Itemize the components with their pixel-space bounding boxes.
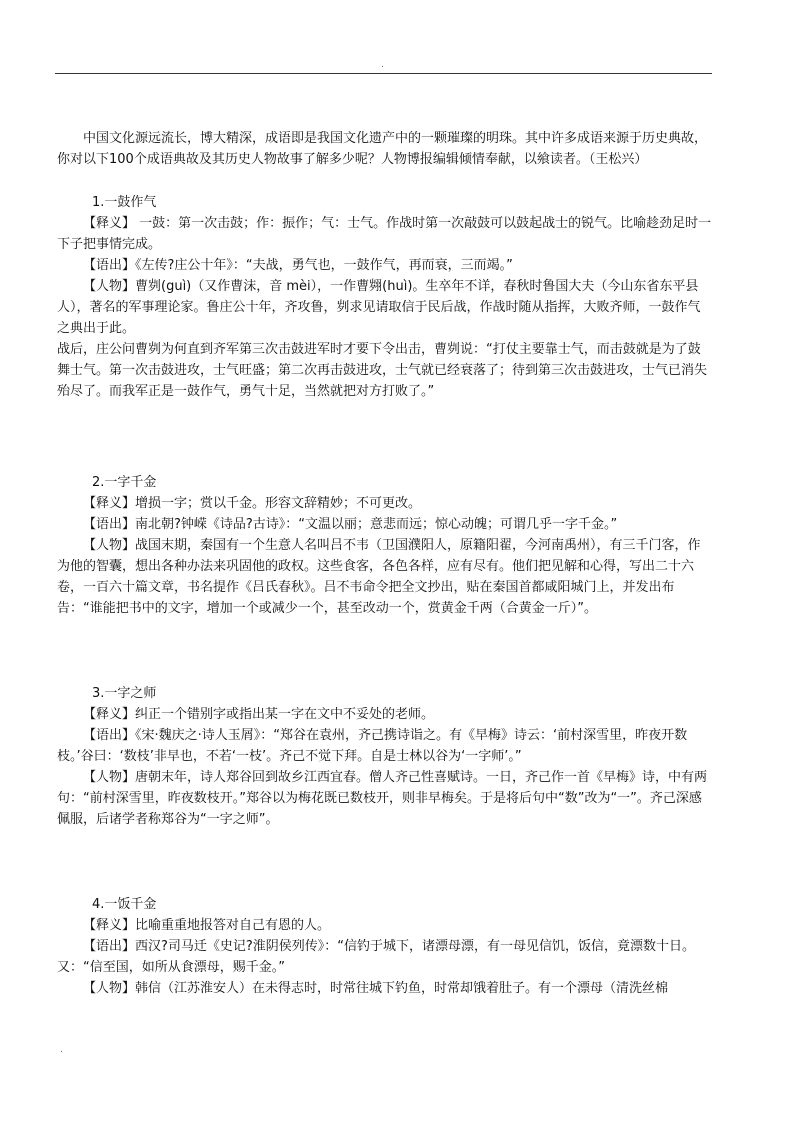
footer-dot: . xyxy=(60,1045,63,1055)
entry-shiyi: 【释义】 一鼓：第一次击鼓；作：振作；气：士气。作战时第一次敲鼓可以鼓起战士的锐气。比喻趁劲足时一下子把事情完成。 xyxy=(57,216,712,252)
entry-shiyi: 【释义】增损一字；赏以千金。形容文辞精妙；不可更改。 xyxy=(83,496,422,511)
entry-shiyi: 【释义】比喻重重地报答对自己有恩的人。 xyxy=(83,918,331,933)
spacer xyxy=(57,402,712,472)
entry-renwu: 【人物】战国末期，秦国有一个生意人名叫吕不韦（卫国濮阳人，原籍阳翟，今河南禹州），有三千门客，作为他的智囊，想出各种办法来巩固他的政权。这些食客，各色各样，应有尽有。他们把见解和心得，写出二十六卷，一百六十篇文章，书名提作《吕氏春秋》。吕不韦命令把全文抄出，贴在秦国首都咸阳城门上，并发出布告：“谁能把书中的文字，增加一个或减少一个，甚至改动一个，赏黄金千两（合黄金一斤）”。 xyxy=(57,538,701,616)
entry-1 xyxy=(57,192,712,402)
entry-yuchu: 【语出】南北朝?钟嵘《诗品?古诗》：“文温以丽；意悲而远；惊心动魄；可谓几乎一字千金。” xyxy=(83,517,618,532)
entry-yuchu: 【语出】《左传?庄公十年》：“夫战，勇气也，一鼓作气，再而衰，三而竭。” xyxy=(83,258,513,273)
entry-title: 2.一字千金 xyxy=(92,475,157,490)
entry-4 xyxy=(57,894,712,999)
entry-title: 1.一鼓作气 xyxy=(92,195,157,210)
entry-shiyi: 【释义】纠正一个错别字或指出某一字在文中不妥处的老师。 xyxy=(83,707,435,722)
entry-2 xyxy=(57,472,712,619)
entry-extra: 战后，庄公问曹刿为何直到齐军第三次击鼓进军时才要下令出击，曹刿说：“打仗主要靠士气，而击鼓就是为了鼓舞士气。第一次击鼓进攻，士气旺盛；第二次再击鼓进攻，士气就已经衰落了；待到第三次击鼓进攻，士气已消失殆尽了。而我军正是一鼓作气，勇气十足，当然就把对方打败了。” xyxy=(57,342,708,399)
header-rule xyxy=(55,73,712,74)
entry-renwu: 【人物】韩信（江苏淮安人）在未得志时，时常往城下钓鱼，时常却饿着肚子。有一个漂母（清洗丝棉 xyxy=(83,981,669,996)
entry-3 xyxy=(57,683,712,830)
entry-renwu: 【人物】唐朝末年，诗人郑谷回到故乡江西宜春。僧人齐己性喜赋诗。一日，齐己作一首《早梅》诗，中有两句：“前村深雪里，昨夜数枝开。”郑谷以为梅花既已数枝开，则非早梅矣。于是将后句中“数”改为“一”。齐己深感佩服，后诸学者称郑谷为“一字之师”。 xyxy=(57,770,708,827)
entry-title: 4.一饭千金 xyxy=(92,897,157,912)
entry-title: 3.一字之师 xyxy=(92,686,157,701)
intro-paragraph: 中国文化源远流长，博大精深，成语即是我国文化遗产中的一颗璀璨的明珠。其中许多成语来源于历史典故，你对以下100个成语典故及其历史人物故事了解多少呢？人物博报编辑倾情奉献，以飨读者。（王松兴） xyxy=(57,131,708,167)
spacer xyxy=(57,830,712,894)
document-body xyxy=(57,128,712,999)
entry-renwu: 【人物】曹刿(guì)（又作曹沫，音 mèi），一作曹翙(huì)。生卒年不详，春秋时鲁国大夫（今山东省东平县人），著名的军事理论家。鲁庄公十年，齐攻鲁，刿求见请取信于民后战，作战时随从指挥，大败齐师，一鼓作气之典出于此。 xyxy=(57,279,701,336)
header-dot: . xyxy=(381,60,384,70)
entry-yuchu: 【语出】西汉?司马迁《史记?淮阴侯列传》：“信钓于城下，诸漂母漂，有一母见信饥，饭信，竟漂数十日。又：“信至国，如所从食漂母，赐千金。” xyxy=(57,939,696,975)
spacer xyxy=(57,619,712,683)
entry-yuchu: 【语出】《宋·魏庆之·诗人玉屑》：“郑谷在袁州，齐己携诗诣之。有《早梅》诗云：‘前村深雪里，昨夜开数枝。’谷曰：‘数枝’非早也，不若‘一枝’。齐己不觉下拜。自是士林以谷为‘一字师’。” xyxy=(57,728,688,764)
